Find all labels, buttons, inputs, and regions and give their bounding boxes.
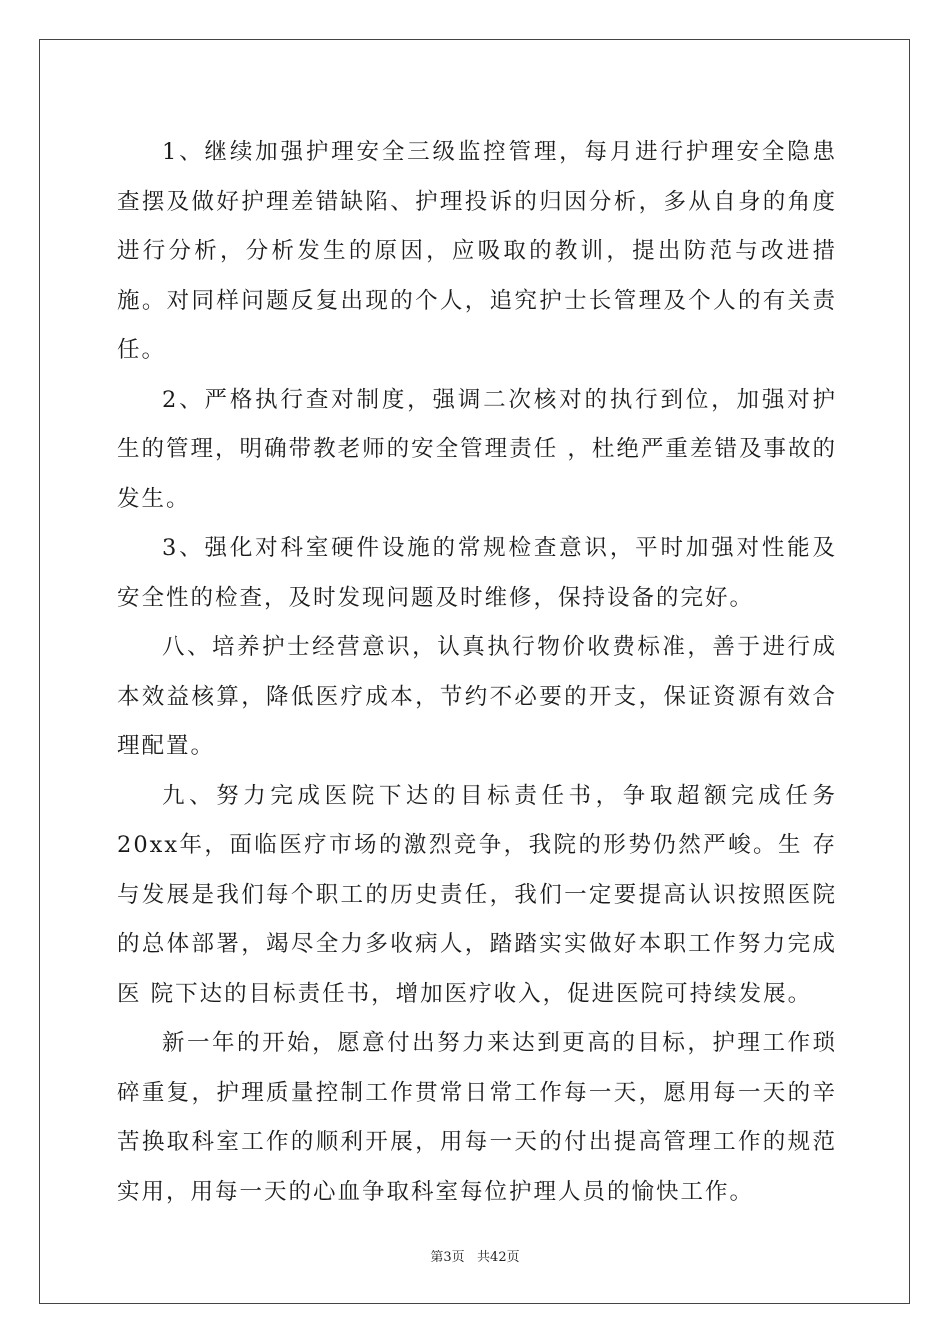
paragraph-2: 2、严格执行查对制度，强调二次核对的执行到位，加强对护生的管理，明确带教老师的安全管理责任 ，杜绝严重差错及事故的发生。 — [117, 386, 837, 512]
document-body — [117, 128, 837, 1217]
paragraph-5: 九、努力完成医院下达的目标责任书，争取超额完成任务 20xx年，面临医疗市场的激烈竞争，我院的形势仍然严峻。生 存与发展是我们每个职工的历史责任，我们一定要提高认识按照医院 的总体部署，竭尽全力多收病人，踏踏实实做好本职工作努力完成医 院下达的目标责任书，增加医疗收入，促进医院可持续发展。 — [117, 782, 837, 1007]
page-number-footer: 第3页 共42页 — [430, 1250, 520, 1265]
paragraph-6: 新一年的开始，愿意付出努力来达到更高的目标，护理工作琐碎重复，护理质量控制工作贯常日常工作每一天，愿用每一天的辛苦换取科室工作的顺利开展，用每一天的付出提高管理工作的规范实用，用每一天的心血争取科室每位护理人员的愉快工作。 — [117, 1030, 837, 1205]
paragraph-4: 八、培养护士经营意识，认真执行物价收费标准，善于进行成本效益核算，降低医疗成本，节约不必要的开支，保证资源有效合理配置。 — [117, 634, 837, 759]
paragraph-3: 3、强化对科室硬件设施的常规检查意识，平时加强对性能及安全性的检查，及时发现问题及时维修，保持设备的完好。 — [117, 535, 837, 611]
paragraph-1: 1、继续加强护理安全三级监控管理，每月进行护理安全隐患查摆及做好护理差错缺陷、护理投诉的归因分析，多从自身的角度进行分析，分析发生的原因，应吸取的教训，提出防范与改进措施。对同样问题反复出现的个人，追究护士长管理及个人的有关责任。 — [117, 139, 837, 363]
